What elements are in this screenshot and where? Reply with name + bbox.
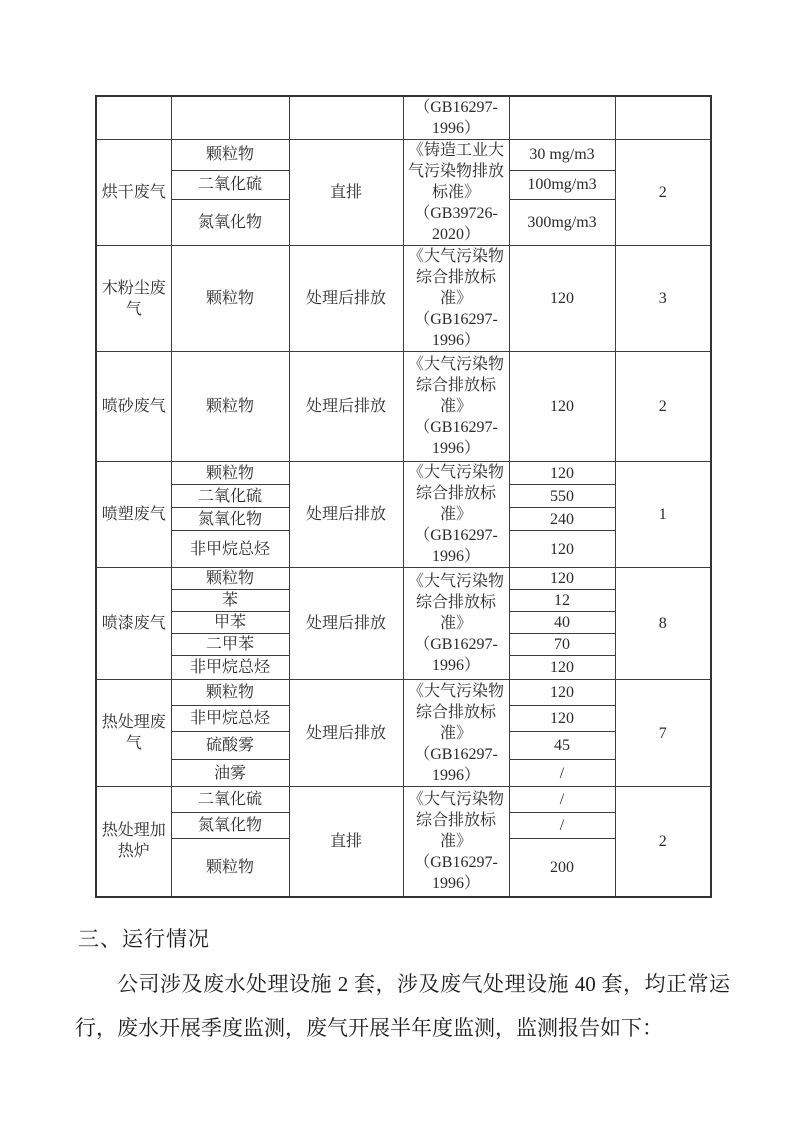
pollutant-cell: 颗粒物: [171, 140, 289, 171]
waste-gas-name-cell: 喷塑废气: [96, 462, 171, 568]
waste-gas-name-cell: 热处理加热炉: [96, 787, 171, 897]
waste-gas-name-cell: 烘干废气: [96, 140, 171, 246]
table-row: [96, 352, 711, 462]
outlet-count-cell: [615, 96, 711, 140]
limit-cell: 120: [509, 706, 615, 732]
pollutant-cell: 硫酸雾: [171, 732, 289, 760]
limit-cell: 240: [509, 507, 615, 530]
limit-cell: 300mg/m3: [509, 200, 615, 246]
standard-cell: 《大气污染物综合排放标准》（GB16297-1996）: [403, 568, 509, 680]
limit-cell: /: [509, 760, 615, 787]
discharge-cell: 处理后排放: [289, 462, 403, 568]
limit-cell: /: [509, 787, 615, 813]
waste-gas-name-cell: 热处理废气: [96, 680, 171, 787]
table-row: [96, 140, 711, 171]
discharge-cell: 直排: [289, 140, 403, 246]
limit-cell: 120: [509, 246, 615, 352]
pollutant-cell: 氮氧化物: [171, 813, 289, 839]
table-row: [96, 462, 711, 485]
pollutant-cell: 颗粒物: [171, 462, 289, 485]
outlet-count-cell: 1: [615, 462, 711, 568]
limit-cell: 120: [509, 656, 615, 680]
pollutant-cell: 氮氧化物: [171, 200, 289, 246]
standard-cell: （GB16297-1996）: [403, 96, 509, 140]
discharge-cell: 处理后排放: [289, 680, 403, 787]
limit-cell: [509, 96, 615, 140]
pollutant-cell: 非甲烷总烃: [171, 706, 289, 732]
pollutant-cell: 非甲烷总烃: [171, 531, 289, 568]
discharge-cell: [289, 96, 403, 140]
table-row: [96, 787, 711, 813]
pollutant-cell: 二甲苯: [171, 634, 289, 656]
limit-cell: 40: [509, 612, 615, 634]
pollutant-cell: 二氧化硫: [171, 485, 289, 507]
pollutant-cell: 非甲烷总烃: [171, 656, 289, 680]
pollutant-cell: 氮氧化物: [171, 507, 289, 530]
pollutant-cell: 二氧化硫: [171, 170, 289, 200]
pollutant-cell: 颗粒物: [171, 839, 289, 897]
limit-cell: 120: [509, 680, 615, 706]
limit-cell: 550: [509, 485, 615, 507]
discharge-cell: 直排: [289, 787, 403, 897]
table-row: [96, 246, 711, 352]
discharge-cell: 处理后排放: [289, 246, 403, 352]
limit-cell: 45: [509, 732, 615, 760]
waste-gas-name-cell: 喷砂废气: [96, 352, 171, 462]
pollutant-cell: 油雾: [171, 760, 289, 787]
waste-gas-name-cell: [96, 96, 171, 140]
pollutant-cell: 颗粒物: [171, 680, 289, 706]
limit-cell: 200: [509, 839, 615, 897]
table-row: [96, 568, 711, 590]
pollutant-cell: 颗粒物: [171, 568, 289, 590]
standard-cell: 《大气污染物综合排放标准》（GB16297-1996）: [403, 787, 509, 897]
outlet-count-cell: 3: [615, 246, 711, 352]
limit-cell: 120: [509, 352, 615, 462]
waste-gas-name-cell: 木粉尘废气: [96, 246, 171, 352]
limit-cell: 70: [509, 634, 615, 656]
pollutant-cell: 颗粒物: [171, 246, 289, 352]
outlet-count-cell: 2: [615, 140, 711, 246]
outlet-count-cell: 2: [615, 787, 711, 897]
emissions-table: [95, 95, 712, 898]
pollutant-cell: 颗粒物: [171, 352, 289, 462]
pollutant-cell: 甲苯: [171, 612, 289, 634]
outlet-count-cell: 7: [615, 680, 711, 787]
table-row: [96, 96, 711, 140]
standard-cell: 《大气污染物综合排放标准》（GB16297-1996）: [403, 462, 509, 568]
table-row: [96, 680, 711, 706]
standard-cell: 《大气污染物综合排放标准》（GB16297-1996）: [403, 680, 509, 787]
pollutant-cell: [171, 96, 289, 140]
standard-cell: 《大气污染物综合排放标准》（GB16297-1996）: [403, 352, 509, 462]
pollutant-cell: 苯: [171, 590, 289, 612]
limit-cell: 120: [509, 568, 615, 590]
standard-cell: 《大气污染物综合排放标准》（GB16297-1996）: [403, 246, 509, 352]
standard-cell: 《铸造工业大气污染物排放标准》（GB39726-2020）: [403, 140, 509, 246]
discharge-cell: 处理后排放: [289, 352, 403, 462]
outlet-count-cell: 2: [615, 352, 711, 462]
limit-cell: 100mg/m3: [509, 170, 615, 200]
waste-gas-name-cell: 喷漆废气: [96, 568, 171, 680]
limit-cell: /: [509, 813, 615, 839]
limit-cell: 12: [509, 590, 615, 612]
limit-cell: 120: [509, 531, 615, 568]
limit-cell: 120: [509, 462, 615, 485]
outlet-count-cell: 8: [615, 568, 711, 680]
limit-cell: 30 mg/m3: [509, 140, 615, 171]
body-paragraph: 公司涉及废水处理设施 2 套，涉及废气处理设施 40 套，均正常运行，废水开展季度监测，废气开展半年度监测，监测报告如下：: [75, 972, 730, 1040]
section-heading: 三、运行情况: [78, 927, 210, 951]
discharge-cell: 处理后排放: [289, 568, 403, 680]
pollutant-cell: 二氧化硫: [171, 787, 289, 813]
